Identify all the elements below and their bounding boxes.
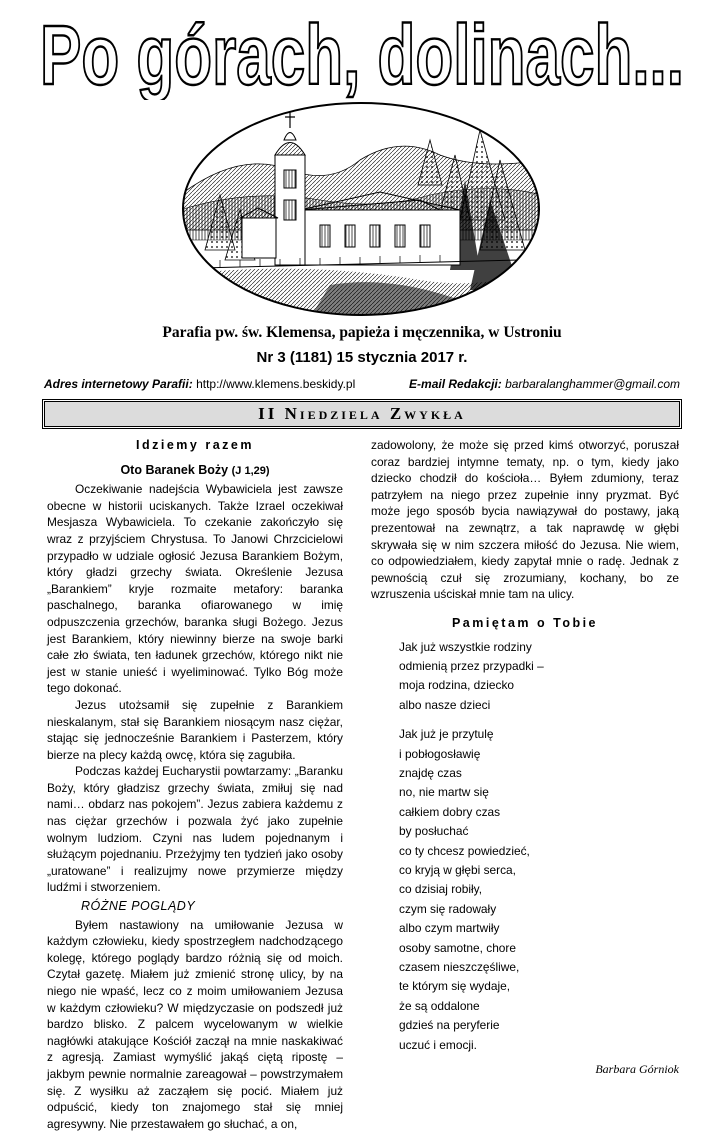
poem-line: moja rodzina, dziecko	[399, 678, 514, 693]
section-heading: Idziemy razem	[136, 438, 254, 452]
poem-line: uczuć i emocji.	[399, 1037, 477, 1052]
poem-line: co ty chcesz powiedzieć,	[399, 843, 530, 858]
email-label: E-mail Redakcji:	[409, 377, 502, 391]
website-info	[44, 377, 355, 391]
sunday-banner: II Niedziela Zwykła	[44, 401, 680, 427]
poem-line: i pobłogosławię	[399, 746, 481, 761]
poem-line: całkiem dobry czas	[399, 804, 501, 819]
poem-line: co dzisiaj robiły,	[399, 882, 483, 897]
poem-line: Jak już wszystkie rodziny	[399, 639, 532, 654]
poem-line: Jak już je przytulę	[399, 727, 494, 742]
website-link[interactable]: http://www.klemens.beskidy.pl	[196, 377, 356, 391]
poem-author: Barbara Górniok	[595, 1062, 679, 1077]
poem-line: te którym się wydaje,	[399, 979, 511, 994]
paragraph: Podczas każdej Eucharystii powtarzamy: „Baranku Boży, który gładzisz grzechy świata, zmiłuj się nad nami… obdarz nas pokojem”. Jezus zabiera każdemu z nas ciężar grzechów i pozwala żyć jako zupełnie wolnym ludziom. Czyni nas ludem pojednanym i służącym pojednaniu. Przeżyjmy ten tydzień jako osoby „uratowane” i realizujmy nowe przymierze między ludźmi i stworzeniem.	[47, 764, 343, 895]
poem-line: odmienią przez przypadki –	[399, 658, 544, 673]
article-title-text: Oto Baranek Boży	[120, 462, 229, 477]
poem-line: albo nasze dzieci	[399, 697, 491, 712]
poem-line: osoby samotne, chore	[399, 940, 516, 955]
website-label: Adres internetowy Parafii:	[44, 377, 193, 391]
article-title	[47, 462, 343, 480]
stanza-break	[399, 715, 679, 725]
poem	[371, 638, 679, 1056]
email-info	[409, 377, 680, 391]
poem-line: co kryją w głębi serca,	[399, 863, 516, 877]
contact-line	[44, 377, 680, 391]
poem-line: czasem nieszczęśliwe,	[399, 960, 520, 975]
poem-line: że są oddalone	[399, 998, 480, 1013]
poem-line: gdzieś na peryferie	[399, 1018, 500, 1033]
poem-line: znajdę czas	[399, 765, 462, 780]
scripture-ref: (J 1,29)	[231, 464, 270, 477]
issue-number: Nr 3 (1181) 15 stycznia 2017 r.	[256, 349, 468, 366]
poem-line: no, nie martw się	[399, 785, 489, 800]
masthead-title-text: Po górach, dolinach...	[40, 8, 684, 100]
paragraph: Byłem nastawiony na umiłowanie Jezusa w każdym człowieku, kiedy spostrzegłem nadchodzącego kolegę, którego poglądy bardzo różnią się od moich. Czytał gazetę. Miałem już zmienić stronę ulicy, by na niego nie wpaść, lecz co z moim umiłowaniem Jezusa w każdym człowieku? W międzyczasie on podszedł już bardzo blisko. Z palcem wycelowanym w wielkie nagłówki atakujące Kościół zaczął na mnie naskakiwać z agresją. Zamiast wymyślić jakąś ciętą ripostę – jakbym pewnie normalnie zareagował – powstrzymałem się. Z wysiłku aż zacząłem się pocić. Miałem już odpuścić, kiedy ton znajomego stał się mniej agresywny. Nie przestawałem go słuchać, a on,	[47, 917, 343, 1131]
church-illustration	[180, 100, 542, 318]
right-column	[371, 437, 679, 1078]
paragraph-continued: zadowolony, że może się przed kimś otworzyć, poruszał coraz bardziej intymne tematy, np. o tym, kiedy jako dziecko chodził do kościoła… Byłem zdumiony, teraz patrzyłem na niego przez zupełnie inny pryzmat. Być może jego sposób bycia nawiązywał do postawy, jaką prezentował na zewnątrz, a tak naprawdę w głębi skrywała się w nim szczera miłość do Jezusa. Nie wiem, co odpowiedziałem, kiedy zapytał mnie o radę. Jednak z pewnością czuł się zrozumiany, kochany, bo ze wzruszenia uściskał mnie tam na ulicy.	[371, 438, 679, 602]
email-link[interactable]: barbaralanghammer@gmail.com	[505, 377, 680, 391]
poem-title: Pamiętam o Tobie	[451, 615, 599, 630]
paragraph: Oczekiwanie nadejścia Wybawiciela jest zawsze obecne w historii uciskanych. Także Izrael oczekiwał Mesjasza Wybawiciela. To czekanie zakończyło się wraz z przyjściem Chrystusa. To Janowi Chrzcicielowi przypadło w udziale ogłosić Jezusa Barankiem Bożym, który gładzi grzechy świata. Określenie Jezusa „Barankiem” kryje rozmaite metafory: baranka paschalnego, baranka ofiarowanego w imię odpuszczenia grzechów, baranka sługi Bożego. Jezus jest Barankiem, który niewinny bierze na swoje barki całe zło świata, ten ładunek grzechów, którego nikt nie jest w stanie unieść i wyeliminować. Tylko Bóg może tego dokonać.	[47, 482, 343, 696]
parish-name: Parafia pw. św. Klemensa, papieża i męczennika, w Ustroniu	[162, 324, 562, 341]
masthead-title	[36, 8, 688, 100]
poem-line: albo czym martwiły	[399, 921, 500, 936]
poem-line: by posłuchać	[399, 824, 469, 839]
paragraph: Jezus utożsamił się zupełnie z Barankiem nieskalanym, stał się Barankiem niosącym nasz ciężar, stając się jednocześnie Barankiem i Pasterzem, który bierze na plecy każdą owcę, która się zagubiła.	[47, 697, 343, 762]
subsection-heading: RÓŻNE POGLĄDY	[81, 899, 196, 914]
poem-line: czym się radowały	[399, 901, 497, 916]
left-column	[47, 437, 343, 1132]
